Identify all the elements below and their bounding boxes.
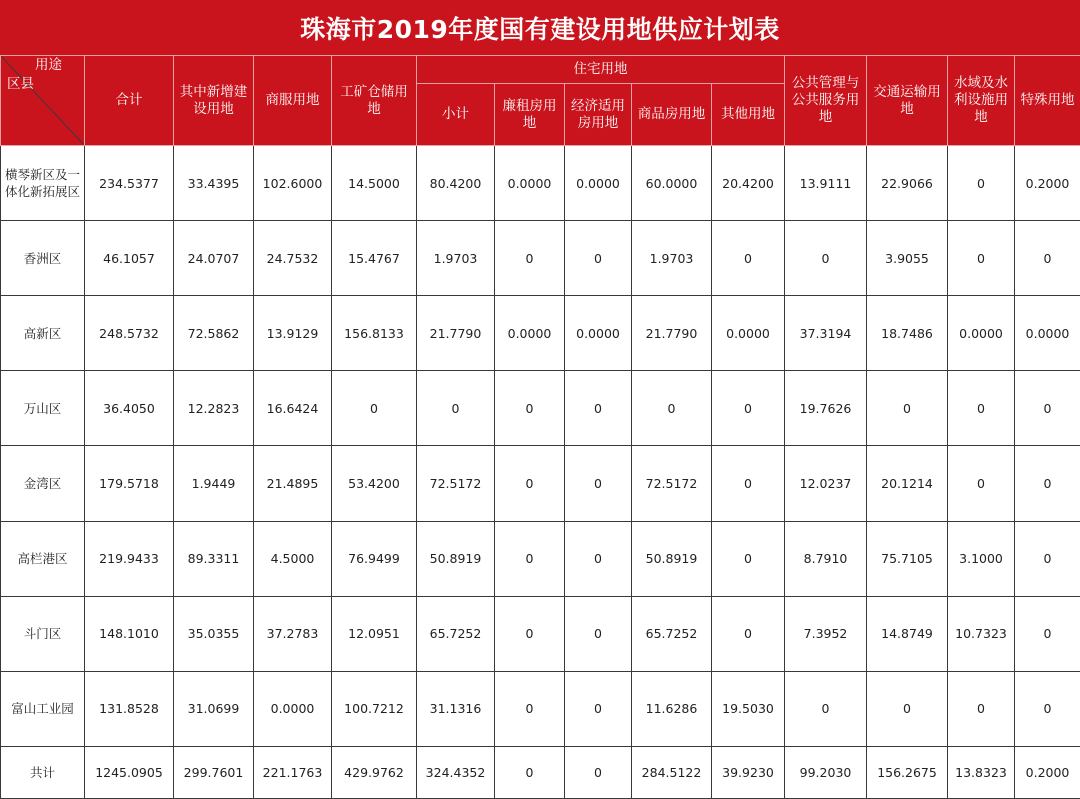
cell-low-rent: 0	[495, 521, 565, 596]
cell-total: 1245.0905	[85, 746, 174, 798]
cell-industrial: 14.5000	[332, 146, 417, 221]
cell-low-rent: 0	[495, 671, 565, 746]
cell-low-rent: 0	[495, 371, 565, 446]
header-commodity: 商品房用地	[632, 84, 712, 146]
header-affordable: 经济适用房用地	[565, 84, 632, 146]
cell-new-added: 72.5862	[174, 296, 254, 371]
cell-other: 0	[712, 521, 785, 596]
table-row	[1, 446, 1080, 521]
cell-public-service: 99.2030	[785, 746, 867, 798]
land-supply-table	[0, 55, 1080, 799]
cell-public-service: 12.0237	[785, 446, 867, 521]
cell-water: 10.7323	[948, 596, 1015, 671]
header-usage-label: 用途	[35, 57, 62, 73]
table-total-row	[1, 746, 1080, 798]
cell-public-service: 8.7910	[785, 521, 867, 596]
cell-transport: 0	[867, 671, 948, 746]
cell-water: 0	[948, 146, 1015, 221]
cell-low-rent: 0.0000	[495, 146, 565, 221]
cell-industrial: 76.9499	[332, 521, 417, 596]
table-row	[1, 521, 1080, 596]
cell-residential-subtotal: 1.9703	[417, 221, 495, 296]
cell-special: 0.2000	[1015, 146, 1080, 221]
cell-commercial: 102.6000	[254, 146, 332, 221]
region-cell: 香洲区	[1, 221, 85, 296]
cell-public-service: 0	[785, 221, 867, 296]
cell-residential-subtotal: 72.5172	[417, 446, 495, 521]
cell-commercial: 4.5000	[254, 521, 332, 596]
cell-commercial: 24.7532	[254, 221, 332, 296]
cell-commodity: 72.5172	[632, 446, 712, 521]
cell-industrial: 0	[332, 371, 417, 446]
cell-special: 0	[1015, 371, 1080, 446]
cell-special: 0	[1015, 446, 1080, 521]
cell-low-rent: 0	[495, 221, 565, 296]
cell-commercial: 0.0000	[254, 671, 332, 746]
cell-commercial: 221.1763	[254, 746, 332, 798]
header-other: 其他用地	[712, 84, 785, 146]
table-row	[1, 296, 1080, 371]
cell-total: 248.5732	[85, 296, 174, 371]
cell-other: 19.5030	[712, 671, 785, 746]
cell-commodity: 65.7252	[632, 596, 712, 671]
cell-water: 0	[948, 446, 1015, 521]
cell-residential-subtotal: 21.7790	[417, 296, 495, 371]
cell-low-rent: 0	[495, 746, 565, 798]
region-cell: 富山工业园	[1, 671, 85, 746]
cell-total: 36.4050	[85, 371, 174, 446]
cell-other: 39.9230	[712, 746, 785, 798]
cell-public-service: 37.3194	[785, 296, 867, 371]
page-title: 珠海市2019年度国有建设用地供应计划表	[0, 0, 1080, 55]
cell-special: 0	[1015, 671, 1080, 746]
table-row	[1, 671, 1080, 746]
cell-public-service: 0	[785, 671, 867, 746]
cell-other: 0.0000	[712, 296, 785, 371]
cell-commodity: 284.5122	[632, 746, 712, 798]
cell-commercial: 37.2783	[254, 596, 332, 671]
header-commercial: 商服用地	[254, 56, 332, 146]
cell-public-service: 7.3952	[785, 596, 867, 671]
region-cell: 横琴新区及一体化新拓展区	[1, 146, 85, 221]
cell-new-added: 31.0699	[174, 671, 254, 746]
cell-affordable: 0.0000	[565, 146, 632, 221]
cell-residential-subtotal: 80.4200	[417, 146, 495, 221]
cell-total: 148.1010	[85, 596, 174, 671]
cell-industrial: 53.4200	[332, 446, 417, 521]
header-industrial: 工矿仓储用地	[332, 56, 417, 146]
cell-transport: 156.2675	[867, 746, 948, 798]
cell-residential-subtotal: 324.4352	[417, 746, 495, 798]
cell-industrial: 429.9762	[332, 746, 417, 798]
cell-commercial: 13.9129	[254, 296, 332, 371]
cell-affordable: 0	[565, 446, 632, 521]
header-residential-group: 住宅用地	[417, 56, 785, 84]
header-residential-subtotal: 小计	[417, 84, 495, 146]
table-row	[1, 596, 1080, 671]
cell-new-added: 1.9449	[174, 446, 254, 521]
header-special: 特殊用地	[1015, 56, 1080, 146]
cell-industrial: 100.7212	[332, 671, 417, 746]
cell-transport: 22.9066	[867, 146, 948, 221]
header-new-added: 其中新增建设用地	[174, 56, 254, 146]
cell-transport: 18.7486	[867, 296, 948, 371]
cell-affordable: 0	[565, 671, 632, 746]
cell-residential-subtotal: 50.8919	[417, 521, 495, 596]
cell-transport: 14.8749	[867, 596, 948, 671]
cell-total: 46.1057	[85, 221, 174, 296]
cell-other: 0	[712, 596, 785, 671]
cell-total: 234.5377	[85, 146, 174, 221]
cell-water: 0	[948, 221, 1015, 296]
cell-affordable: 0.0000	[565, 296, 632, 371]
cell-affordable: 0	[565, 221, 632, 296]
cell-commodity: 60.0000	[632, 146, 712, 221]
header-total: 合计	[85, 56, 174, 146]
cell-new-added: 89.3311	[174, 521, 254, 596]
cell-special: 0	[1015, 221, 1080, 296]
header-transport: 交通运输用地	[867, 56, 948, 146]
cell-commodity: 0	[632, 371, 712, 446]
cell-affordable: 0	[565, 596, 632, 671]
cell-water: 0.0000	[948, 296, 1015, 371]
cell-water: 0	[948, 371, 1015, 446]
cell-new-added: 12.2823	[174, 371, 254, 446]
cell-transport: 20.1214	[867, 446, 948, 521]
region-cell: 共计	[1, 746, 85, 798]
cell-special: 0	[1015, 596, 1080, 671]
cell-affordable: 0	[565, 371, 632, 446]
cell-affordable: 0	[565, 521, 632, 596]
region-cell: 万山区	[1, 371, 85, 446]
region-cell: 高栏港区	[1, 521, 85, 596]
cell-new-added: 33.4395	[174, 146, 254, 221]
table-row	[1, 371, 1080, 446]
cell-new-added: 35.0355	[174, 596, 254, 671]
cell-other: 0	[712, 371, 785, 446]
table-row	[1, 221, 1080, 296]
header-public-service: 公共管理与公共服务用地	[785, 56, 867, 146]
cell-commodity: 1.9703	[632, 221, 712, 296]
cell-commercial: 21.4895	[254, 446, 332, 521]
cell-special: 0	[1015, 521, 1080, 596]
cell-transport: 0	[867, 371, 948, 446]
cell-industrial: 12.0951	[332, 596, 417, 671]
cell-total: 131.8528	[85, 671, 174, 746]
cell-transport: 3.9055	[867, 221, 948, 296]
cell-water: 13.8323	[948, 746, 1015, 798]
cell-low-rent: 0.0000	[495, 296, 565, 371]
cell-affordable: 0	[565, 746, 632, 798]
cell-low-rent: 0	[495, 446, 565, 521]
cell-industrial: 156.8133	[332, 296, 417, 371]
header-low-rent: 廉租房用地	[495, 84, 565, 146]
cell-special: 0.0000	[1015, 296, 1080, 371]
cell-commodity: 11.6286	[632, 671, 712, 746]
cell-new-added: 299.7601	[174, 746, 254, 798]
cell-commodity: 21.7790	[632, 296, 712, 371]
cell-total: 179.5718	[85, 446, 174, 521]
region-cell: 斗门区	[1, 596, 85, 671]
cell-residential-subtotal: 65.7252	[417, 596, 495, 671]
cell-transport: 75.7105	[867, 521, 948, 596]
region-cell: 高新区	[1, 296, 85, 371]
cell-other: 0	[712, 446, 785, 521]
header-district-label: 区县	[7, 76, 34, 92]
table-row	[1, 146, 1080, 221]
cell-residential-subtotal: 31.1316	[417, 671, 495, 746]
cell-commodity: 50.8919	[632, 521, 712, 596]
header-water: 水域及水利设施用地	[948, 56, 1015, 146]
cell-water: 0	[948, 671, 1015, 746]
cell-public-service: 19.7626	[785, 371, 867, 446]
cell-industrial: 15.4767	[332, 221, 417, 296]
cell-commercial: 16.6424	[254, 371, 332, 446]
cell-special: 0.2000	[1015, 746, 1080, 798]
cell-total: 219.9433	[85, 521, 174, 596]
cell-other: 20.4200	[712, 146, 785, 221]
cell-residential-subtotal: 0	[417, 371, 495, 446]
cell-new-added: 24.0707	[174, 221, 254, 296]
cell-low-rent: 0	[495, 596, 565, 671]
cell-water: 3.1000	[948, 521, 1015, 596]
header-corner-cell	[1, 56, 85, 146]
table-body	[1, 146, 1080, 799]
cell-other: 0	[712, 221, 785, 296]
region-cell: 金湾区	[1, 446, 85, 521]
cell-public-service: 13.9111	[785, 146, 867, 221]
